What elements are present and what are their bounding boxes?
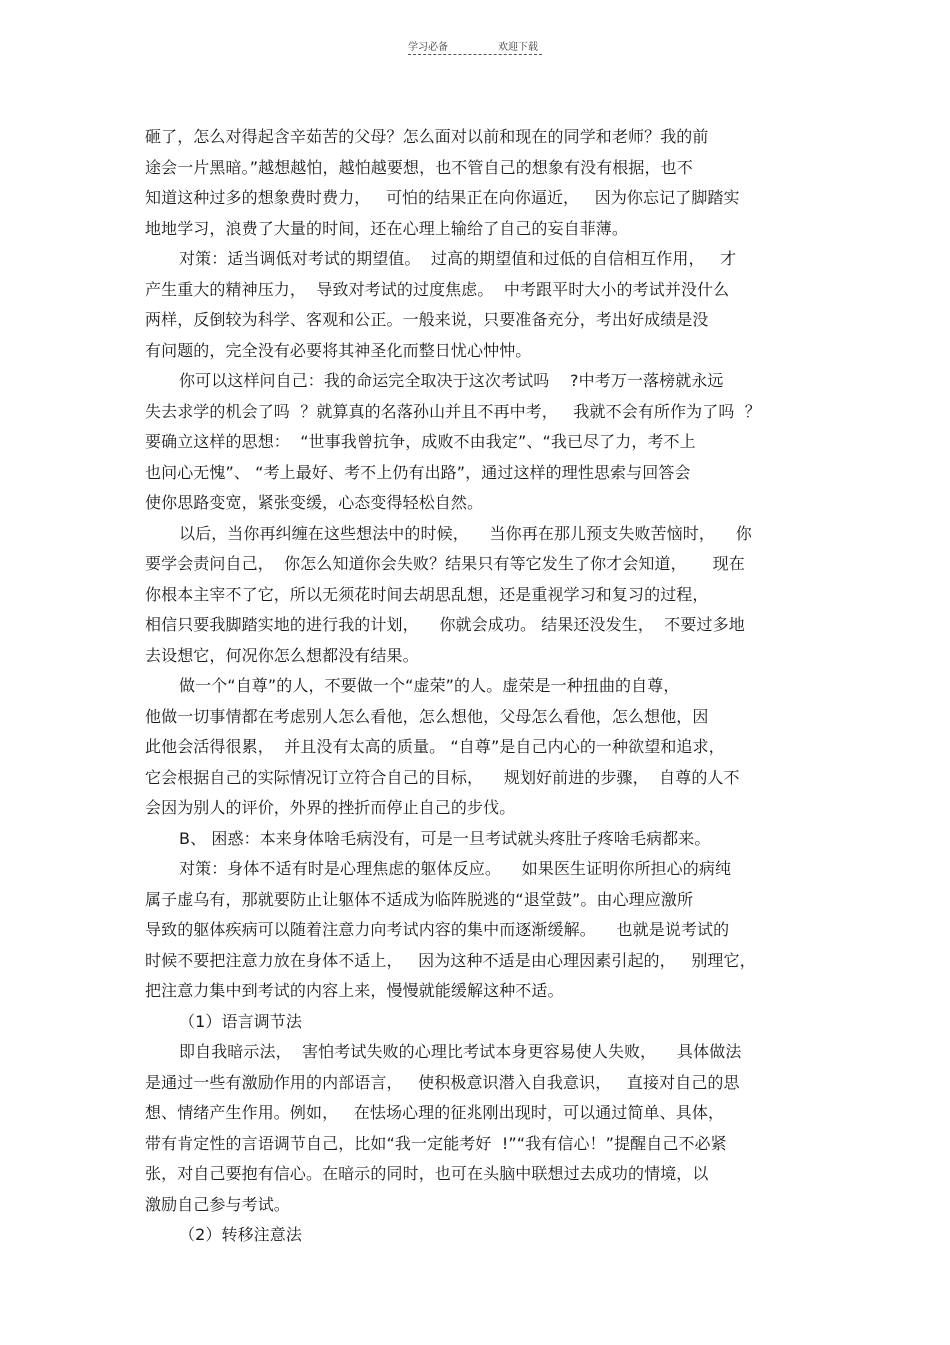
- text-line: 途会一片黑暗。”越想越怕，越怕越要想，也不管自己的想象有没有根据，也不: [145, 157, 693, 177]
- text-line: 你根本主宰不了它，所以无须花时间去胡思乱想，还是重视学习和复习的过程，: [145, 584, 709, 604]
- text-line: 要学会责问自己， 你怎么知道你会失败？结果只有等它发生了你才会知道， 现在: [145, 554, 745, 573]
- text-line: 属子虚乌有，那就要防止让躯体不适成为临阵脱逃的“退堂鼓”。由心理应激所: [145, 889, 694, 909]
- page-header: [408, 38, 542, 56]
- text-line: 失去求学的机会了吗 ？就算真的名落孙山并且不再中考， 我就不会有所作为了吗 ？: [145, 401, 761, 421]
- document-body: [145, 122, 835, 1251]
- text-line: 时候不要把注意力放在身体不适上， 因为这种不适是由心理因素引起的， 别理它，: [145, 950, 756, 970]
- text-line: 去设想它，何况你怎么想都没有结果。: [145, 645, 419, 665]
- text-line: 是通过一些有激励作用的内部语言， 使积极意识潜入自我意识， 直接对自己的思: [145, 1072, 740, 1092]
- text-line: （1）语言调节法: [179, 1011, 302, 1031]
- text-line: 他做一切事情都在考虑别人怎么看他，怎么想他，父母怎么看他，怎么想他，因: [145, 706, 709, 726]
- text-line: 你可以这样问自己：我的命运完全取决于这次考试吗 ?中考万一落榜就永远: [179, 371, 724, 390]
- text-line: 导致的躯体疾病可以随着注意力向考试内容的集中而逐渐缓解。 也就是说考试的: [145, 920, 730, 939]
- text-line: 也问心无愧”、 “考上最好、考不上仍有出路”，通过这样的理性思索与回答会: [145, 462, 691, 482]
- text-line: 想、情绪产生作用。例如， 在怯场心理的征兆刚出现时，可以通过简单、具体，: [145, 1103, 725, 1122]
- header-left-text: 学习必备: [408, 42, 448, 53]
- text-line: 会因为别人的评价，外界的挫折而停止自己的步伐。: [145, 798, 516, 817]
- text-line: B、 困惑：本来身体啥毛病没有，可是一旦考试就头疼肚子疼啥毛病都来。: [179, 828, 711, 848]
- text-line: 此他会活得很累， 并且没有太高的质量。 “自尊”是自己内心的一种欲望和追求，: [145, 737, 725, 756]
- text-line: 它会根据自己的实际情况订立符合自己的目标， 规划好前进的步骤， 自尊的人不: [145, 767, 740, 787]
- text-line: 对策：适当调低对考试的期望值。 过高的期望值和过低的自信相互作用， 才: [179, 249, 737, 268]
- text-line: 即自我暗示法， 害怕考试失败的心理比考试本身更容易使人失败， 具体做法: [179, 1042, 742, 1061]
- text-line: 产生重大的精神压力， 导致对考试的过度焦虑。 中考跟平时大小的考试并没什么: [145, 279, 730, 299]
- text-line: 有问题的，完全没有必要将其神圣化而整日忧心忡忡。: [145, 340, 532, 360]
- text-line: 做一个“自尊”的人，不要做一个“虚荣”的人。虚荣是一种扭曲的自尊，: [179, 676, 680, 695]
- text-line: 两样，反倒较为科学、客观和公正。一般来说，只要准备充分，考出好成绩是没: [145, 310, 709, 329]
- text-line: 砸了，怎么对得起含辛茹苦的父母？怎么面对以前和现在的同学和老师？我的前: [145, 127, 709, 146]
- text-line: 把注意力集中到考试的内容上来，慢慢就能缓解这种不适。: [145, 981, 564, 1000]
- text-line: 激励自己参与考试。: [145, 1194, 290, 1214]
- text-line: 地地学习，浪费了大量的时间，还在心理上输给了自己的妄自菲薄。: [145, 218, 629, 238]
- text-line: 以后，当你再纠缠在这些想法中的时候， 当你再在那儿预支失败苦恼时， 你: [179, 523, 752, 543]
- text-line: 使你思路变宽，紧张变缓，心态变得轻松自然。: [145, 493, 484, 512]
- text-line: 相信只要我脚踏实地的进行我的计划， 你就会成功。 结果还没发生， 不要过多地: [145, 615, 745, 634]
- text-line: 张，对自己要抱有信心。在暗示的同时，也可在头脑中联想过去成功的情境，以: [145, 1164, 709, 1183]
- text-line: 对策：身体不适有时是心理焦虑的躯体反应。 如果医生证明你所担心的病纯: [179, 859, 732, 878]
- text-line: 带有肯定性的言语调节自己，比如“我一定能考好 !”“我有信心！”提醒自己不必紧: [145, 1133, 727, 1153]
- header-right-text: 欢迎下载: [498, 42, 538, 53]
- text-line: 要确立这样的思想： “世事我曾抗争，成败不由我定”、“我已尽了力，考不上: [145, 432, 696, 451]
- text-line: 知道这种过多的想象费时费力， 可怕的结果正在向你逼近， 因为你忘记了脚踏实: [145, 188, 740, 207]
- header-divider: [408, 54, 542, 55]
- text-line: （2）转移注意法: [179, 1225, 302, 1244]
